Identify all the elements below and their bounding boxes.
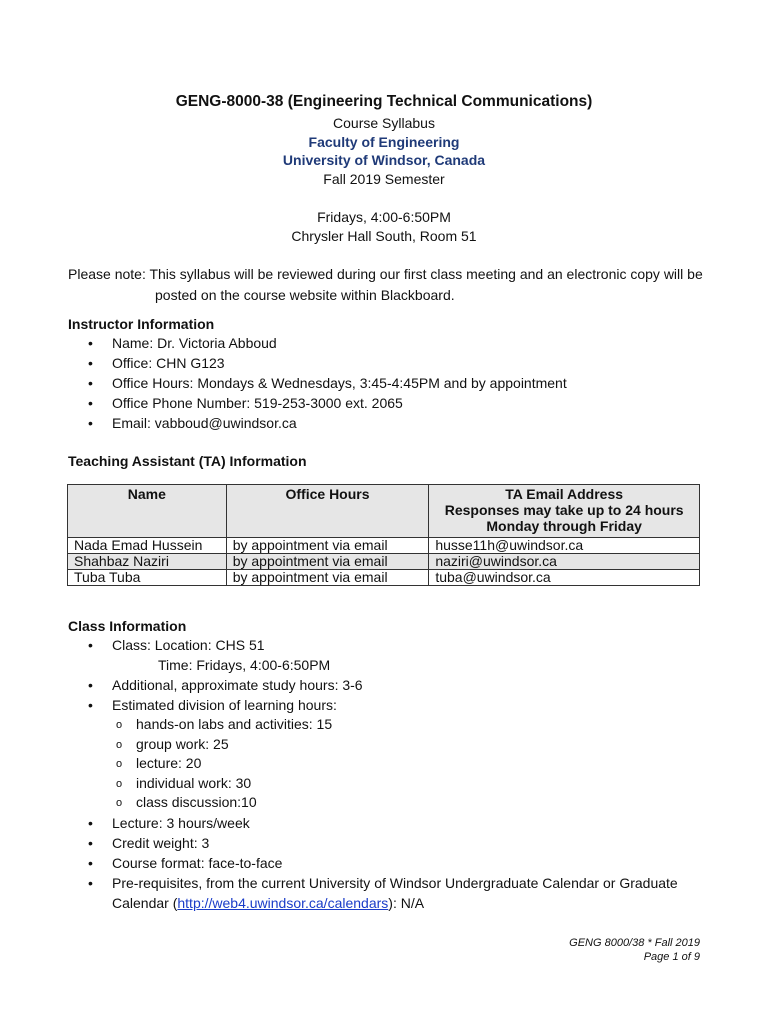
ta-col-email-line2: Responses may take up to 24 hours [444,502,684,518]
document-title: GENG-8000-38 (Engineering Technical Communications) [175,93,593,110]
class-time-text: Time: Fridays, 4:00-6:50PM [158,657,331,673]
ta-table-header [68,485,700,538]
instructor-heading: Instructor Information [68,316,215,332]
ta-col-email-line1: TA Email Address [505,486,624,502]
instructor-email[interactable]: • Email: vabboud@uwindsor.ca [88,413,567,433]
division-item: o individual work: 30 [112,774,678,794]
class-info-heading: Class Information [68,618,187,634]
class-schedule: Fridays, 4:00-6:50PM [317,209,451,225]
lecture-hours: • Lecture: 3 hours/week [88,813,678,833]
note-line-2: posted on the course website within Blackboard. [155,287,455,303]
instructor-office-hours: • Office Hours: Mondays & Wednesdays, 3:45-4:45PM and by appointment [88,373,567,393]
class-info-list [88,635,678,913]
footer-page-number: Page 1 of 9 [643,951,700,963]
semester: Fall 2019 Semester [323,171,445,187]
ta-hours-cell: by appointment via email [226,570,429,586]
division-item: o hands-on labs and activities: 15 [112,715,678,735]
study-hours: • Additional, approximate study hours: 3-6 [88,675,678,695]
table-row [68,554,700,570]
instructor-name: • Name: Dr. Victoria Abboud [88,333,567,353]
learning-division-list [112,715,678,813]
instructor-phone: • Office Phone Number: 519-253-3000 ext. 2065 [88,393,567,413]
ta-hours-cell: by appointment via email [226,538,429,554]
class-time [88,655,678,675]
prereq-line-2-start: Calendar ( [112,894,178,911]
prereq-line-2-end: ): N/A [388,894,425,911]
note-line-1: Please note: This syllabus will be reviewed during our first class meeting and an electronic copy will be [68,266,703,282]
ta-email-cell[interactable]: tuba@uwindsor.ca [429,570,700,586]
course-format: • Course format: face-to-face [88,853,678,873]
class-location: • Class: Location: CHS 51 [88,635,678,655]
table-row [68,570,700,586]
document-subtitle: Course Syllabus [333,115,435,131]
ta-email-cell[interactable]: naziri@uwindsor.ca [429,554,700,570]
prereq-line-1: Pre-requisites, from the current University of Windsor Undergraduate Calendar or Graduate [112,874,678,891]
university-name: University of Windsor, Canada [282,152,486,168]
ta-col-email-line3: Monday through Friday [486,518,642,534]
learning-division [88,695,678,813]
learning-division-label: Estimated division of learning hours: [112,697,337,713]
division-item: o group work: 25 [112,735,678,755]
credit-weight: • Credit weight: 3 [88,833,678,853]
class-room: Chrysler Hall South, Room 51 [291,228,477,244]
instructor-list [88,333,567,433]
ta-col-name: Name [68,485,227,538]
page-footer [569,936,700,964]
ta-heading: Teaching Assistant (TA) Information [68,453,307,469]
ta-name-cell: Nada Emad Hussein [68,538,227,554]
ta-hours-cell: by appointment via email [226,554,429,570]
ta-name-cell: Shahbaz Naziri [68,554,227,570]
ta-name-cell: Tuba Tuba [68,570,227,586]
calendars-link[interactable]: http://web4.uwindsor.ca/calendars [177,894,389,911]
syllabus-note [68,264,708,306]
ta-col-hours: Office Hours [226,485,429,538]
division-item: o lecture: 20 [112,754,678,774]
footer-course: GENG 8000/38 * Fall 2019 [569,937,700,949]
ta-table [67,484,700,586]
ta-col-email [429,485,700,538]
instructor-office: • Office: CHN G123 [88,353,567,373]
table-row [68,538,700,554]
ta-email-cell[interactable]: husse11h@uwindsor.ca [429,538,700,554]
prerequisites [88,873,678,913]
division-item: o class discussion:10 [112,793,678,813]
faculty-name: Faculty of Engineering [308,134,460,150]
